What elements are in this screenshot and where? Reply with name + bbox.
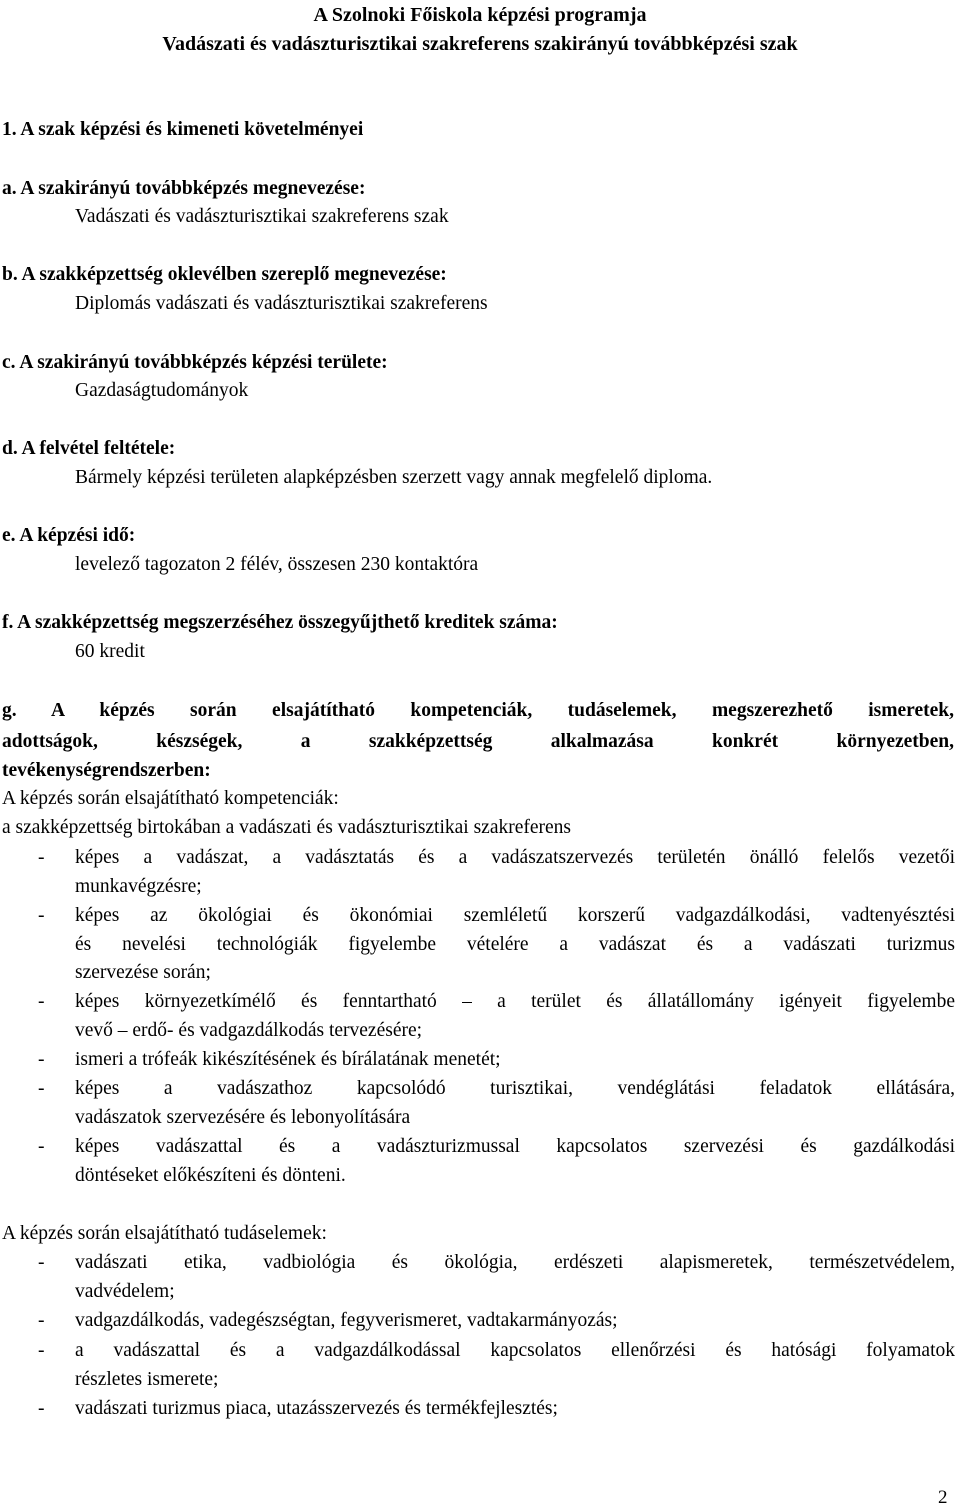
list-item-line: vevő – erdő- és vadgazdálkodás tervezésére;: [75, 1020, 423, 1041]
list-bullet-dash: -: [38, 1398, 45, 1419]
section-heading: 1. A szak képzési és kimeneti követelményei: [2, 119, 364, 140]
item-e-heading: e. A képzési idő:: [2, 525, 136, 546]
item-f-value: 60 kredit: [75, 641, 145, 662]
competencies-intro: A képzés során elsajátítható kompetenciák:: [2, 788, 339, 809]
list-item-line: ismeri a trófeák kikészítésének és bírálatának menetét;: [75, 1049, 501, 1070]
document-title: A Szolnoki Főiskola képzési programja: [313, 4, 647, 26]
list-bullet-dash: -: [38, 991, 45, 1012]
item-a-value: Vadászati és vadászturisztikai szakreferens szak: [75, 206, 449, 227]
document-subtitle: Vadászati és vadászturisztikai szakreferens szakirányú továbbképzési szak: [162, 33, 798, 55]
list-item-line: részletes ismerete;: [75, 1369, 219, 1390]
item-b-heading: b. A szakképzettség oklevélben szereplő megnevezése:: [2, 264, 447, 285]
item-g-heading-line2: adottságok, készségek, a szakképzettség alkalmazása konkrét környezetben,: [2, 731, 954, 752]
list-item-line: képes az ökológiai és ökonómiai szemléletű korszerű vadgazdálkodási, vadtenyésztési: [75, 905, 955, 926]
list-item-line: és nevelési technológiák figyelembe vételére a vadászat és a vadászati turizmus: [75, 934, 955, 955]
list-bullet-dash: -: [38, 1340, 45, 1361]
list-item-line: vadászatok szervezésére és lebonyolítására: [75, 1107, 411, 1128]
list-item-line: vadvédelem;: [75, 1281, 175, 1302]
list-bullet-dash: -: [38, 1252, 45, 1273]
list-bullet-dash: -: [38, 1049, 45, 1070]
list-item-line: munkavégzésre;: [75, 876, 202, 897]
item-e-value: levelező tagozaton 2 félév, összesen 230 kontaktóra: [75, 554, 479, 575]
list-item-line: képes a vadászat, a vadásztatás és a vadászatszervezés területén önálló felelős vezetői: [75, 847, 955, 868]
list-item-line: a vadászattal és a vadgazdálkodással kapcsolatos ellenőrzési és hatósági folyamatok: [75, 1340, 955, 1361]
list-item-line: képes vadászattal és a vadászturizmussal kapcsolatos szervezési és gazdálkodási: [75, 1136, 955, 1157]
list-item-line: képes a vadászathoz kapcsolódó turisztikai, vendéglátási feladatok ellátására,: [75, 1078, 955, 1099]
list-bullet-dash: -: [38, 1310, 45, 1331]
list-bullet-dash: -: [38, 847, 45, 868]
list-bullet-dash: -: [38, 905, 45, 926]
list-bullet-dash: -: [38, 1136, 45, 1157]
competencies-lead: a szakképzettség birtokában a vadászati és vadászturisztikai szakreferens: [2, 817, 572, 838]
list-item-line: vadgazdálkodás, vadegészségtan, fegyverismeret, vadtakarmányozás;: [75, 1310, 618, 1331]
item-g-heading-line3: tevékenységrendszerben:: [2, 760, 211, 781]
item-f-heading: f. A szakképzettség megszerzéséhez összegyűjthető kreditek száma:: [2, 612, 558, 633]
list-item-line: döntéseket előkészíteni és dönteni.: [75, 1165, 346, 1186]
item-d-heading: d. A felvétel feltétele:: [2, 438, 176, 459]
item-c-heading: c. A szakirányú továbbképzés képzési területe:: [2, 352, 388, 373]
item-g-heading-line1: g. A képzés során elsajátítható kompetenciák, tudáselemek, megszerezhető ismeretek,: [2, 700, 954, 721]
list-item-line: vadászati turizmus piaca, utazásszervezés és termékfejlesztés;: [75, 1398, 558, 1419]
item-a-heading: a. A szakirányú továbbképzés megnevezése:: [2, 178, 366, 199]
item-b-value: Diplomás vadászati és vadászturisztikai szakreferens: [75, 293, 488, 314]
item-c-value: Gazdaságtudományok: [75, 380, 249, 401]
list-bullet-dash: -: [38, 1078, 45, 1099]
item-d-value: Bármely képzési területen alapképzésben szerzett vagy annak megfelelő diploma.: [75, 467, 713, 488]
list-item-line: vadászati etika, vadbiológia és ökológia, erdészeti alapismeretek, természetvédelem,: [75, 1252, 955, 1273]
page-number: 2: [938, 1487, 948, 1508]
list-item-line: szervezése során;: [75, 962, 211, 983]
list-item-line: képes környezetkímélő és fenntartható – a terület és állatállomány igényeit figyelembe: [75, 991, 955, 1012]
knowledge-intro: A képzés során elsajátítható tudáselemek:: [2, 1223, 327, 1244]
